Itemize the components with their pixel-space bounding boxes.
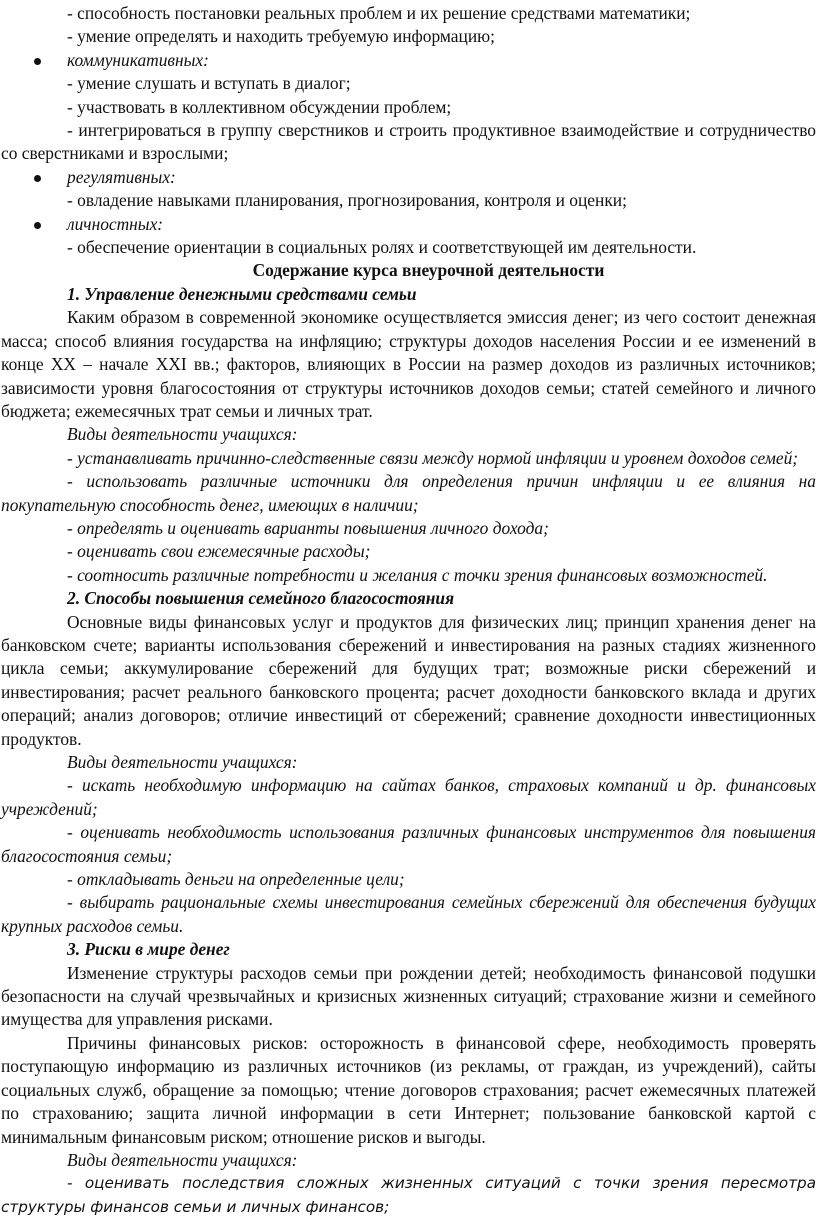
activity-item: - устанавливать причинно-следственные связи между нормой инфляции и уровнем доходов семей; xyxy=(67,447,799,468)
bullet-label: регулятивных: xyxy=(67,166,176,187)
list-item: - овладение навыками планирования, прогнозирования, контроля и оценки; xyxy=(67,190,627,211)
list-item: - обеспечение ориентации в социальных ролях и соответствующей им деятельности. xyxy=(67,237,697,258)
activity-item: - откладывать деньги на определенные цели; xyxy=(67,869,405,890)
list-item: - участвовать в коллективном обсуждении проблем; xyxy=(67,96,452,117)
activity-item: - оценивать необходимость использования различных финансовых инструментов для повышения благосостояния семьи; xyxy=(1,822,816,866)
bullet-communicative xyxy=(1,49,816,72)
intro-line-2: - умение определять и находить требуемую информацию; xyxy=(67,26,495,47)
activity-item: - выбирать рациональные схемы инвестирования семейных сбережений для обеспечения будущих крупных расходов семьи. xyxy=(1,892,816,936)
bullet-label: личностных: xyxy=(67,213,164,234)
list-item: - умение слушать и вступать в диалог; xyxy=(67,73,351,94)
section-3-body-2: Причины финансовых рисков: осторожность в финансовой сфере, необходимость проверять поступающую информацию из различных источников (из рекламы, от граждан, из учреждений), сайты социальных служб, обращение за помощью; чтение договоров страхования; расчет ежемесячных платежей по страхованию; защита личной информации в сети Интернет; пользование банковской картой с минимальным финансовым риском; отношение рисков и выгоды. xyxy=(1,1032,816,1147)
bullet-personal xyxy=(1,213,816,236)
section-1-title: 1. Управление денежными средствами семьи xyxy=(67,283,417,304)
section-3-title: 3. Риски в мире денег xyxy=(67,939,230,960)
section-3-body-1: Изменение структуры расходов семьи при рождении детей; необходимость финансовой подушки безопасности на случай чрезвычайных и кризисных жизненных ситуаций; страхование жизни и семейного имущества для управления рисками. xyxy=(1,962,816,1030)
activity-item: - соотносить различные потребности и желания с точки зрения финансовых возможностей. xyxy=(67,564,768,585)
section-1-body: Каким образом в современной экономике осуществляется эмиссия денег; из чего состоит денежная масса; способ влияния государства на инфляцию; структуры доходов населения России и ее изменений в конце XX – начале XXI вв.; факторов, влияющих в России на размер доходов из различных источников; зависимости уровня благосостояния от структуры источников доходов семьи; статей семейного и личного бюджета; ежемесячных трат семьи и личных трат. xyxy=(1,307,816,421)
bullet-icon xyxy=(34,222,41,229)
activity-item: - определять и оценивать варианты повышения личного дохода; xyxy=(67,517,549,538)
activity-item: - оценивать свои ежемесячные расходы; xyxy=(67,541,371,562)
course-title: Содержание курса внеурочной деятельности xyxy=(252,260,605,281)
section-1-activities-label: Виды деятельности учащихся: xyxy=(67,424,298,445)
section-3-activities-label: Виды деятельности учащихся: xyxy=(67,1149,298,1170)
activity-item: - искать необходимую информацию на сайтах банков, страховых компаний и др. финансовых учреждений; xyxy=(1,775,816,819)
section-2-activities-label: Виды деятельности учащихся: xyxy=(67,752,298,772)
section-2-body: Основные виды финансовых услуг и продуктов для физических лиц; принцип хранения денег на банковском счете; варианты использования сбережений и инвестирования на разных стадиях жизненного цикла семьи; аккумулирование сбережений для будущих трат; возможные риски сбережений и инвестирования; расчет реального банковского процента; расчет доходности банковского вклада и других операций; анализ договоров; отличие инвестиций от сбережений; сравнение доходности инвестиционных продуктов. xyxy=(1,611,816,749)
activity-item: - оценивать последствия сложных жизненных ситуаций с точки зрения пересмотра структуры финансов семьи и личных финансов; xyxy=(1,1174,816,1216)
activity-item: - использовать различные источники для определения причин инфляции и ее влияния на покупательную способность денег, имеющих в наличии; xyxy=(1,471,816,515)
bullet-icon xyxy=(34,175,41,182)
bullet-regulative xyxy=(1,166,816,189)
section-2-title: 2. Способы повышения семейного благосостояния xyxy=(67,588,455,609)
bullet-label: коммуникативных: xyxy=(67,49,209,70)
intro-line-1: - способность постановки реальных проблем и их решение средствами математики; xyxy=(67,3,691,23)
list-item: - интегрироваться в группу сверстников и строить продуктивное взаимодействие и сотрудничество со сверстниками и взрослыми; xyxy=(1,120,816,164)
bullet-icon xyxy=(34,58,41,65)
